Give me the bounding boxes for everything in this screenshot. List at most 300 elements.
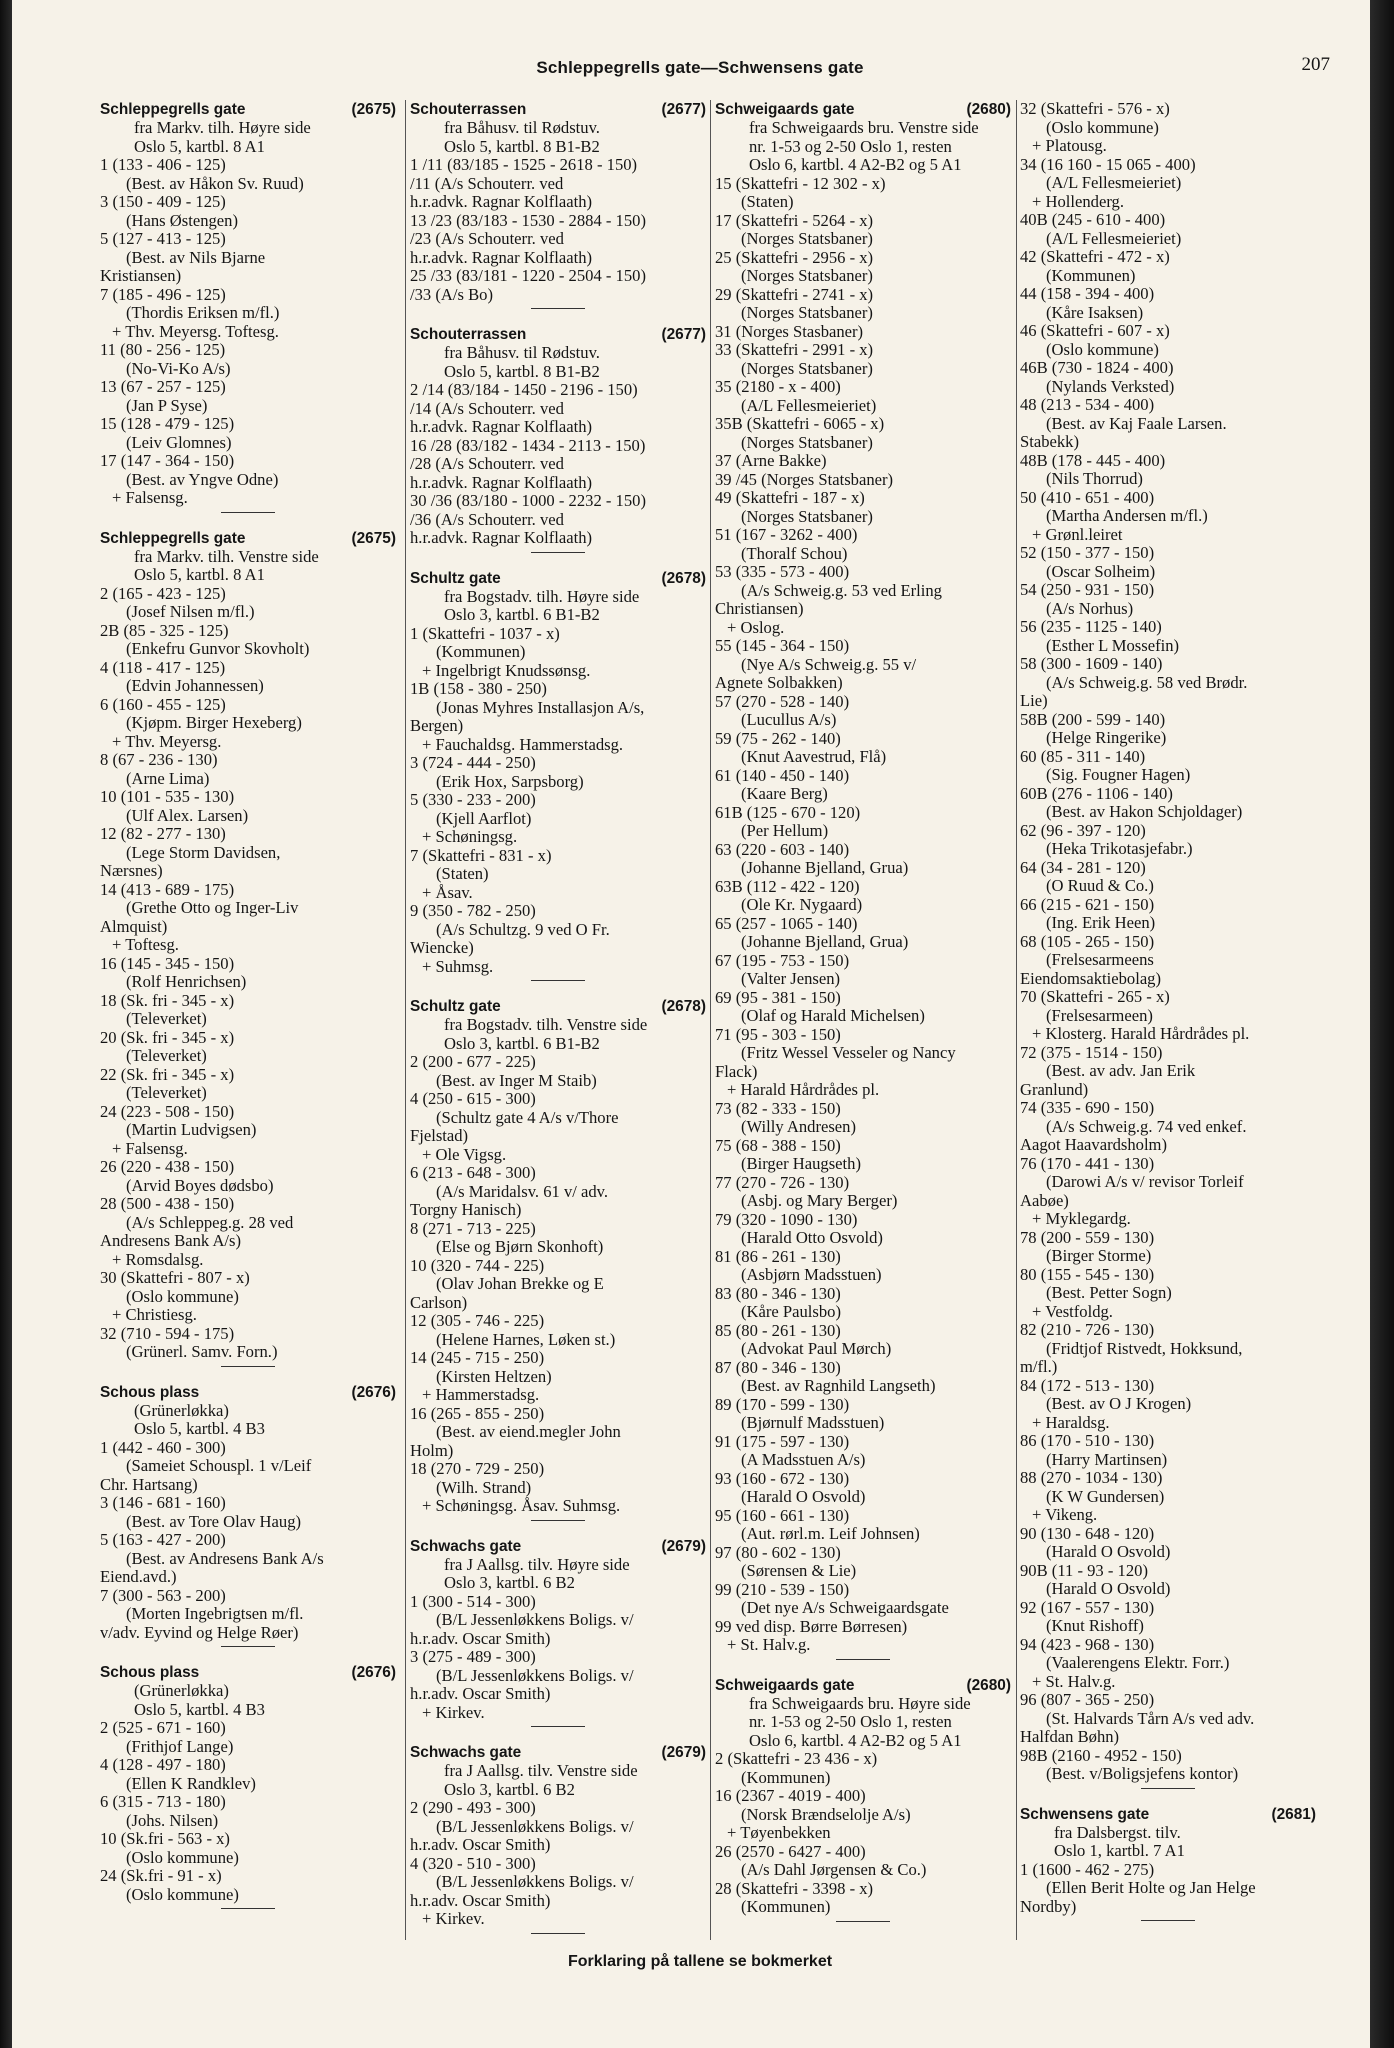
street-code: (2678): [661, 569, 706, 587]
property-line: 7 (Skattefri - 831 - x): [410, 845, 552, 865]
property-line: 33 (Skattefri - 2991 - x): [715, 340, 874, 359]
property-line: 3 (150 - 409 - 125): [100, 192, 226, 211]
property-line: (Best. av Inger M Staib): [436, 1070, 597, 1090]
property-line: (Kåre Isaksen): [1046, 302, 1144, 322]
street-description: fra Bogstadv. tilh. Venstre side: [444, 1015, 648, 1034]
property-line: (No-Vi-Ko A/s): [126, 358, 231, 378]
property-line: 31 (Norges Stasbaner): [715, 321, 864, 341]
column-divider: [405, 100, 406, 1940]
property-line: 22 (Sk. fri - 345 - x): [100, 1064, 235, 1084]
street-description: fra Bogstadv. tilh. Høyre side: [444, 586, 640, 606]
property-line: 4 (118 - 417 - 125): [100, 657, 226, 677]
property-line: 70 (Skattefri - 265 - x): [1020, 987, 1170, 1006]
property-line: (Schultz gate 4 A/s v/Thore: [436, 1107, 619, 1127]
property-line: 6 (315 - 713 - 180): [100, 1792, 226, 1811]
property-line: 16 /28 (83/182 - 1434 - 2113 - 150): [410, 435, 646, 455]
property-line: 4 (250 - 615 - 300): [410, 1089, 536, 1108]
property-line: 2 (200 - 677 - 225): [410, 1052, 536, 1071]
property-line: 10 (320 - 744 - 225): [410, 1255, 545, 1275]
property-line: (Best. Petter Sogn): [1046, 1283, 1172, 1302]
property-line: 99 ved disp. Børre Børresen): [715, 1616, 908, 1636]
property-line: /11 (A/s Schouterr. ved: [410, 173, 564, 193]
property-line: (A/s Schleppeg.g. 28 ved: [126, 1212, 294, 1232]
property-line: 73 (82 - 333 - 150): [715, 1098, 841, 1118]
property-line: 60 (85 - 311 - 140): [1020, 746, 1146, 766]
street-name: Schultz gate: [410, 569, 501, 587]
property-line: Kristiansen): [100, 266, 182, 285]
property-line: h.r.adv. Oscar Smith): [410, 1890, 551, 1910]
street-name: Schwachs gate: [410, 1537, 522, 1555]
property-line: (Oslo kommune): [1046, 339, 1159, 359]
street-code: (2675): [351, 529, 396, 547]
street-description: Oslo 3, kartbl. 6 B2: [444, 1573, 575, 1592]
property-line: (A/s Schweig.g. 53 ved Erling: [741, 580, 942, 600]
property-line: (Birger Storme): [1046, 1246, 1152, 1265]
street-name: Schweigaards gate: [715, 101, 855, 118]
property-line: 7 (300 - 563 - 200): [100, 1585, 226, 1605]
property-line: 3 (275 - 489 - 300): [410, 1647, 536, 1666]
property-line: 15 (Skattefri - 12 302 - x): [715, 173, 886, 193]
property-line: 2 (525 - 671 - 160): [100, 1718, 226, 1737]
property-line: (Norges Statsbaner): [741, 506, 873, 526]
property-line: 10 (Sk.fri - 563 - x): [100, 1829, 230, 1848]
street-code: (2676): [351, 1664, 396, 1681]
cross-street-line: + Oslog.: [727, 617, 785, 637]
property-line: (Ing. Erik Heen): [1046, 913, 1156, 932]
property-line: (Staten): [436, 864, 489, 883]
cross-street-line: + Platousg.: [1032, 136, 1107, 155]
street-code: (2678): [661, 998, 706, 1015]
property-line: 1 /11 (83/185 - 1525 - 2618 - 150): [410, 155, 638, 174]
property-line: 28 (500 - 438 - 150): [100, 1194, 235, 1213]
property-line: (Sameiet Schouspl. 1 v/Leif: [126, 1456, 312, 1475]
cross-street-line: + Kirkev.: [422, 1909, 485, 1928]
property-line: (Darowi A/s v/ revisor Torleif: [1046, 1172, 1244, 1191]
property-line: (Johanne Bjelland, Grua): [741, 858, 909, 877]
property-line: 8 (271 - 713 - 225): [410, 1218, 536, 1238]
property-line: h.r.advk. Ragnar Kolflaath): [410, 472, 593, 492]
property-line: (Best. av Håkon Sv. Ruud): [126, 173, 304, 193]
property-line: (B/L Jessenløkkens Boligs. v/: [436, 1665, 634, 1685]
column-divider: [1016, 100, 1017, 1940]
property-line: (Best. av Kaj Faale Larsen.: [1046, 413, 1227, 433]
property-line: 50 (410 - 651 - 400): [1020, 487, 1155, 507]
property-line: (Kommunen): [741, 1767, 831, 1787]
property-line: Lie): [1020, 691, 1048, 710]
property-line: 46 (Skattefri - 607 - x): [1020, 321, 1170, 340]
property-line: 28 (Skattefri - 3398 - x): [715, 1878, 874, 1898]
property-line: 13 /23 (83/183 - 1530 - 2884 - 150): [410, 210, 646, 230]
street-description: (Grünerløkka): [134, 1681, 229, 1700]
property-line: 77 (270 - 726 - 130): [715, 1172, 850, 1192]
property-line: (A/s Dahl Jørgensen & Co.): [741, 1860, 927, 1879]
property-line: (Kjell Aarflot): [436, 808, 532, 828]
street-description: Oslo 6, kartbl. 4 A2-B2 og 5 A1: [749, 1730, 962, 1750]
property-line: 3 (146 - 681 - 160): [100, 1493, 226, 1512]
property-line: (K W Gundersen): [1046, 1486, 1165, 1506]
property-line: 84 (172 - 513 - 130): [1020, 1375, 1155, 1395]
property-line: (Aut. rørl.m. Leif Johnsen): [741, 1524, 920, 1543]
property-line: (Harald Otto Osvold): [741, 1228, 883, 1247]
property-line: 71 (95 - 303 - 150): [715, 1024, 841, 1044]
street-code: (2677): [661, 101, 706, 118]
street-entry: [410, 997, 706, 1521]
property-line: (Erik Hox, Sarpsborg): [436, 771, 584, 791]
property-line: 85 (80 - 261 - 130): [715, 1320, 841, 1340]
property-line: 61 (140 - 450 - 140): [715, 765, 850, 785]
property-line: (Sig. Fougner Hagen): [1046, 765, 1191, 784]
cross-street-line: + Christiesg.: [112, 1305, 197, 1324]
section-end-rule: [221, 512, 275, 513]
section-end-rule: [836, 1921, 890, 1922]
property-line: 35 (2180 - x - 400): [715, 377, 841, 396]
property-line: Flack): [715, 1061, 758, 1081]
property-line: (Oslo kommune): [126, 1847, 239, 1867]
property-line: 18 (Sk. fri - 345 - x): [100, 990, 235, 1010]
property-line: (Asbj. og Mary Berger): [741, 1191, 898, 1210]
property-line: 5 (127 - 413 - 125): [100, 229, 226, 248]
street-description: (Grünerløkka): [134, 1400, 229, 1420]
property-line: (Kommunen): [1046, 265, 1136, 285]
property-line: 34 (16 160 - 15 065 - 400): [1020, 154, 1196, 174]
property-line: 86 (170 - 510 - 130): [1020, 1431, 1155, 1450]
property-line: 74 (335 - 690 - 150): [1020, 1098, 1155, 1117]
cross-street-line: + Thv. Meyersg. Toftesg.: [112, 321, 279, 341]
property-line: (Helge Ringerike): [1046, 728, 1167, 747]
property-line: 57 (270 - 528 - 140): [715, 691, 850, 711]
street-description: Oslo 3, kartbl. 6 B1-B2: [444, 605, 600, 624]
property-line: (Nils Thorrud): [1046, 469, 1143, 488]
property-line: (Knut Rishoff): [1046, 1616, 1144, 1635]
property-line: 46B (730 - 1824 - 400): [1020, 358, 1174, 377]
property-line: (Oslo kommune): [126, 1286, 239, 1306]
property-line: (Televerket): [126, 1046, 207, 1065]
property-line: 51 (167 - 3262 - 400): [715, 525, 858, 544]
property-line: (Arvid Boyes dødsbo): [126, 1175, 274, 1195]
property-line: 59 (75 - 262 - 140): [715, 728, 841, 748]
street-entry: [410, 325, 706, 553]
street-name: Schleppegrells gate: [100, 529, 246, 547]
page-footer-note: Forklaring på tallene se bokmerket: [567, 1953, 833, 1970]
property-line: Chr. Hartsang): [100, 1474, 198, 1494]
property-line: 25 (Skattefri - 2956 - x): [715, 247, 874, 267]
property-line: 81 (86 - 261 - 130): [715, 1246, 841, 1266]
property-line: Christiansen): [715, 599, 804, 618]
property-line: 63B (112 - 422 - 120): [715, 876, 860, 896]
property-line: (Nylands Verksted): [1046, 376, 1175, 396]
property-line: (Norsk Brændselolje A/s): [741, 1804, 911, 1824]
property-line: 37 (Arne Bakke): [715, 451, 827, 470]
property-line: (Best. av Yngve Odne): [126, 469, 279, 489]
property-line: h.r.adv. Oscar Smith): [410, 1684, 551, 1703]
property-line: (Oscar Solheim): [1046, 561, 1156, 581]
property-line: v/adv. Eyvind og Helge Røer): [100, 1622, 299, 1642]
property-line: 1 (442 - 460 - 300): [100, 1437, 226, 1457]
property-line: (St. Halvards Tårn A/s ved adv.: [1046, 1708, 1255, 1728]
section-end-rule: [221, 1646, 275, 1647]
property-line: 79 (320 - 1090 - 130): [715, 1209, 858, 1229]
property-line: 6 (160 - 455 - 125): [100, 694, 226, 714]
property-line: Eiendomsaktiebolag): [1020, 968, 1162, 988]
property-line: h.r.adv. Oscar Smith): [410, 1835, 551, 1854]
property-line: (Oslo kommune): [126, 1884, 239, 1904]
property-line: (A/s Schultzg. 9 ved O Fr.: [436, 919, 610, 939]
property-line: (Knut Aavestrud, Flå): [741, 747, 887, 766]
property-line: (Sørensen & Lie): [741, 1561, 857, 1580]
property-line: Almquist): [100, 916, 168, 936]
page-number: 207: [1301, 54, 1330, 75]
property-line: Holm): [410, 1440, 454, 1460]
property-line: m/fl.): [1020, 1357, 1058, 1376]
street-description: fra Markv. tilh. Venstre side: [134, 546, 319, 566]
property-line: 2 (Skattefri - 23 436 - x): [715, 1749, 878, 1768]
property-line: 1B (158 - 380 - 250): [410, 679, 547, 698]
property-line: Halfdan Bøhn): [1020, 1727, 1120, 1746]
property-line: (Kåre Paulsbo): [741, 1302, 841, 1321]
property-line: (Rolf Henrichsen): [126, 972, 247, 991]
property-line: (Frelsesarmeen): [1046, 1005, 1153, 1025]
property-line: 62 (96 - 397 - 120): [1020, 820, 1146, 840]
street-code: (2680): [966, 1676, 1011, 1694]
property-line: (Wilh. Strand): [436, 1477, 532, 1497]
property-line: Eiend.avd.): [100, 1567, 177, 1586]
property-line: (Best. av eiend.megler John: [436, 1422, 621, 1441]
section-end-rule: [531, 1933, 585, 1934]
property-line: (Grethe Otto og Inger-Liv: [126, 898, 299, 917]
street-description: Oslo 5, kartbl. 8 B1-B2: [444, 361, 600, 381]
property-line: (Norges Statsbaner): [741, 303, 873, 322]
property-line: (Advokat Paul Mørch): [741, 1339, 892, 1358]
property-line: 39 /45 (Norges Statsbaner): [715, 469, 894, 489]
property-line: (Frelsesarmeens: [1046, 950, 1154, 969]
cross-street-line: + Hollenderg.: [1032, 191, 1125, 211]
street-heading: [100, 1663, 396, 1682]
property-line: (Vaalerengens Elektr. Forr.): [1046, 1653, 1230, 1672]
property-line: 64 (34 - 281 - 120): [1020, 857, 1146, 877]
street-heading: [410, 1743, 706, 1762]
street-description: Oslo 5, kartbl. 8 A1: [134, 565, 265, 584]
property-line: h.r.advk. Ragnar Kolflaath): [410, 247, 593, 267]
property-line: (Harald O Osvold): [741, 1487, 866, 1506]
column-3: [715, 100, 1011, 1938]
property-line: (Best. av Andresens Bank A/s: [126, 1548, 324, 1568]
property-line: 60B (276 - 1106 - 140): [1020, 783, 1173, 803]
property-line: (Best. av O J Krogen): [1046, 1394, 1192, 1413]
street-heading: [410, 569, 706, 588]
property-line: 65 (257 - 1065 - 140): [715, 913, 858, 933]
property-line: (Jan P Syse): [126, 395, 208, 415]
property-line: (A/s Maridalsv. 61 v/ adv.: [436, 1181, 609, 1201]
column-4: [1020, 100, 1316, 1937]
property-line: (Johanne Bjelland, Grua): [741, 932, 909, 951]
street-description: fra Dalsbergst. tilv.: [1054, 1822, 1181, 1842]
property-line: (Ulf Alex. Larsen): [126, 805, 249, 825]
street-entry: [100, 1663, 396, 1909]
property-line: 92 (167 - 557 - 130): [1020, 1597, 1155, 1617]
street-description: nr. 1-53 og 2-50 Oslo 1, resten: [749, 1712, 952, 1731]
street-name: Schleppegrells gate: [100, 101, 246, 118]
property-line: 14 (413 - 689 - 175): [100, 879, 235, 899]
street-heading: [100, 100, 396, 119]
property-line: (Helene Harnes, Løken st.): [436, 1329, 616, 1349]
property-line: 2B (85 - 325 - 125): [100, 620, 229, 640]
street-description: Oslo 1, kartbl. 7 A1: [1054, 1841, 1185, 1860]
street-heading: [100, 1383, 396, 1402]
street-code: (2677): [661, 326, 706, 343]
property-line: 52 (150 - 377 - 150): [1020, 543, 1155, 562]
section-end-rule: [531, 308, 585, 309]
property-line: Aabøe): [1020, 1190, 1069, 1210]
street-description: fra J Aallsg. tilv. Høyre side: [444, 1554, 630, 1574]
section-end-rule: [1141, 1920, 1195, 1921]
property-line: (Nye A/s Schweig.g. 55 v/: [741, 654, 917, 674]
street-description: fra Schweigaards bru. Høyre side: [749, 1693, 971, 1713]
property-line: /23 (A/s Schouterr. ved: [410, 229, 564, 248]
property-line: Granlund): [1020, 1079, 1089, 1099]
property-line: (Kirsten Heltzen): [436, 1366, 552, 1386]
property-line: 9 (350 - 782 - 250): [410, 901, 536, 920]
property-line: 15 (128 - 479 - 125): [100, 414, 235, 433]
property-line: (Kjøpm. Birger Hexeberg): [126, 713, 302, 732]
property-line: Bergen): [410, 716, 464, 735]
property-line: 78 (200 - 559 - 130): [1020, 1227, 1155, 1247]
property-line: 4 (128 - 497 - 180): [100, 1755, 226, 1774]
cross-street-line: + Myklegardg.: [1032, 1209, 1131, 1228]
street-name: Schwachs gate: [410, 1744, 522, 1761]
property-line: (Leiv Glomnes): [126, 432, 232, 452]
cross-street-line: + Thv. Meyersg.: [112, 731, 222, 751]
property-line: (Edvin Johannessen): [126, 676, 264, 695]
street-entry: [410, 1743, 706, 1934]
property-line: 5 (330 - 233 - 200): [410, 790, 536, 809]
property-line: (Harry Martinsen): [1046, 1449, 1168, 1469]
property-line: 16 (145 - 345 - 150): [100, 953, 235, 973]
street-entry: [715, 100, 1011, 1660]
property-line: 87 (80 - 346 - 130): [715, 1357, 841, 1377]
property-line: 16 (2367 - 4019 - 400): [715, 1786, 866, 1805]
property-line: (Bjørnulf Madsstuen): [741, 1413, 885, 1432]
property-line: 7 (185 - 496 - 125): [100, 284, 226, 304]
property-line: 91 (175 - 597 - 130): [715, 1431, 850, 1451]
property-line: (A/s Norhus): [1046, 598, 1134, 618]
cross-street-line: + Falsensg.: [112, 488, 188, 507]
property-line: 2 (290 - 493 - 300): [410, 1798, 536, 1817]
property-line: (A/s Schweig.g. 74 ved enkef.: [1046, 1116, 1247, 1136]
property-line: (Lucullus A/s): [741, 710, 837, 729]
property-line: 82 (210 - 726 - 130): [1020, 1320, 1155, 1339]
property-line: (A/L Fellesmeieriet): [1046, 173, 1182, 192]
street-heading: [410, 100, 706, 119]
street-description: Oslo 3, kartbl. 6 B1-B2: [444, 1033, 600, 1053]
property-line: Andresens Bank A/s): [100, 1231, 242, 1250]
property-line: /28 (A/s Schouterr. ved: [410, 454, 564, 473]
property-line: 26 (220 - 438 - 150): [100, 1157, 235, 1176]
cross-street-line: + Schøningsg. Åsav. Suhmsg.: [422, 1496, 621, 1515]
property-line: (Olav Johan Brekke og E: [436, 1274, 604, 1293]
street-heading: [100, 529, 396, 548]
property-line: 10 (101 - 535 - 130): [100, 787, 235, 806]
property-line: 12 (305 - 746 - 225): [410, 1311, 545, 1330]
property-line: (Best. av adv. Jan Erik: [1046, 1061, 1196, 1080]
property-line: h.r.advk. Ragnar Kolflaath): [410, 417, 593, 436]
property-line: 90 (130 - 648 - 120): [1020, 1523, 1155, 1543]
property-line: (A/L Fellesmeieriet): [1046, 228, 1182, 248]
property-line: 29 (Skattefri - 2741 - x): [715, 284, 874, 304]
property-line: (Norges Statsbaner): [741, 266, 873, 285]
street-entry: [100, 100, 396, 513]
section-end-rule: [221, 1366, 275, 1367]
property-line: /36 (A/s Schouterr. ved: [410, 509, 564, 529]
street-description: Oslo 5, kartbl. 8 B1-B2: [444, 136, 600, 156]
property-line: (A/s Schweig.g. 58 ved Brødr.: [1046, 672, 1248, 692]
property-line: 88 (270 - 1034 - 130): [1020, 1468, 1163, 1487]
street-name: Schwensens gate: [1020, 1805, 1150, 1823]
property-line: (Kommunen): [741, 1897, 831, 1916]
street-description: Oslo 3, kartbl. 6 B2: [444, 1779, 575, 1799]
property-line: Carlson): [410, 1292, 468, 1312]
property-line: (Fridtjof Ristvedt, Hokksund,: [1046, 1338, 1243, 1358]
property-line: 98B (2160 - 4952 - 150): [1020, 1745, 1182, 1765]
street-heading: [1020, 1805, 1316, 1824]
property-line: 55 (145 - 364 - 150): [715, 636, 850, 655]
cross-street-line: + Schøningsg.: [422, 827, 518, 846]
street-description: Oslo 5, kartbl. 4 B3: [134, 1419, 265, 1438]
property-line: (Martha Andersen m/fl.): [1046, 506, 1208, 525]
property-line: 6 (213 - 648 - 300): [410, 1163, 536, 1182]
property-line: (Morten Ingebrigtsen m/fl.: [126, 1604, 304, 1623]
property-line: 58B (200 - 599 - 140): [1020, 709, 1166, 729]
street-heading: [715, 100, 1011, 119]
property-line: (Thoralf Schou): [741, 543, 848, 563]
cross-street-line: + Vestfoldg.: [1032, 1301, 1113, 1321]
property-line: (Esther L Mossefin): [1046, 635, 1180, 655]
section-end-rule: [1141, 1788, 1195, 1789]
property-line: (B/L Jessenløkkens Boligs. v/: [436, 1816, 634, 1836]
property-line: 40B (245 - 610 - 400): [1020, 210, 1166, 229]
property-line: (Best. av Nils Bjarne: [126, 247, 266, 267]
property-line: 2 /14 (83/184 - 1450 - 2196 - 150): [410, 380, 638, 399]
street-name: Schous plass: [100, 1664, 200, 1681]
street-entry: [410, 1537, 706, 1728]
property-line: 67 (195 - 753 - 150): [715, 950, 850, 970]
property-line: 53 (335 - 573 - 400): [715, 562, 850, 581]
property-line: (Martin Ludvigsen): [126, 1120, 257, 1139]
street-code: (2680): [966, 101, 1011, 118]
property-line: (Arne Lima): [126, 768, 210, 788]
property-line: (Fritz Wessel Vesseler og Nancy: [741, 1043, 956, 1062]
property-line: 35B (Skattefri - 6065 - x): [715, 414, 885, 433]
property-line: 58 (300 - 1609 - 140): [1020, 654, 1163, 673]
property-line: (Lege Storm Davidsen,: [126, 842, 281, 862]
property-line: (Else og Bjørn Skonhoft): [436, 1237, 604, 1256]
property-line: Nærsnes): [100, 861, 163, 880]
property-line: 2 (165 - 423 - 125): [100, 583, 226, 603]
property-line: (Televerket): [126, 1083, 207, 1102]
property-line: (Ole Kr. Nygaard): [741, 895, 863, 914]
property-line: (Norges Statsbaner): [741, 358, 873, 378]
property-line: 72 (375 - 1514 - 150): [1020, 1042, 1163, 1062]
cross-street-line: + Romsdalsg.: [112, 1249, 204, 1269]
property-line: Torgny Hanisch): [410, 1200, 522, 1219]
property-line: 42 (Skattefri - 472 - x): [1020, 247, 1170, 266]
page-header-title: Schleppegrells gate—Schwensens gate: [536, 58, 864, 77]
cross-street-line: + Kirkev.: [422, 1702, 485, 1722]
property-line: (Oslo kommune): [1046, 117, 1159, 137]
cross-street-line: + Klosterg. Harald Hårdrådes pl.: [1032, 1024, 1250, 1043]
cross-street-line: + Toftesg.: [112, 935, 179, 954]
property-line: (Det nye A/s Schweigaardsgate: [741, 1598, 949, 1617]
property-line: (Per Hellum): [741, 821, 829, 840]
